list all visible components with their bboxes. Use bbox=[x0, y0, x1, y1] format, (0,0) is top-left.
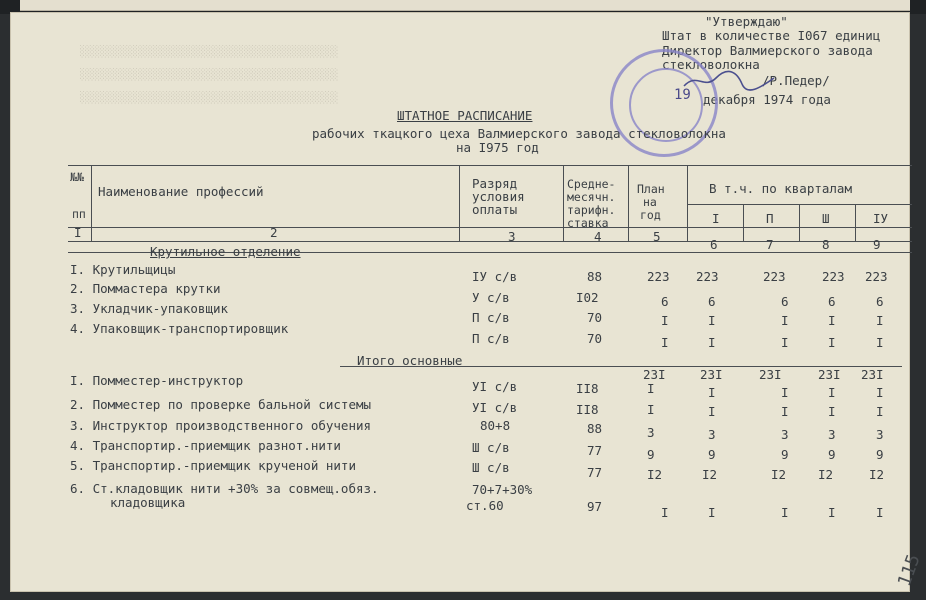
header-grade: условия bbox=[472, 189, 525, 204]
colnum: 9 bbox=[873, 237, 881, 252]
colnum: 2 bbox=[270, 225, 278, 240]
header-num: №№ bbox=[70, 170, 84, 184]
colnum-divider bbox=[68, 241, 912, 242]
approval-line5: /Р.Педер/ bbox=[762, 73, 830, 88]
header-rate: тарифн. bbox=[567, 203, 616, 217]
approval-line6: декабря 1974 года bbox=[703, 92, 831, 107]
signature bbox=[682, 68, 777, 94]
col-sep bbox=[799, 204, 800, 241]
header-name: Наименование профессий bbox=[98, 184, 264, 199]
previous-sheet-edge bbox=[20, 0, 910, 11]
colnum: 6 bbox=[710, 237, 718, 252]
bleed-through: ░░░░░░░░░░░░░░░░░░░░░░░░░░░░░░░░░░░░░░░ bbox=[80, 68, 339, 81]
header-plan: год bbox=[640, 208, 661, 222]
header-q3: Ш bbox=[822, 211, 830, 226]
approval-line1: "Утверждаю" bbox=[705, 14, 788, 29]
header-grade: Разряд bbox=[472, 176, 518, 191]
col-sep bbox=[91, 165, 92, 241]
col-sep bbox=[563, 165, 564, 241]
approval-line4: стекловолокна bbox=[662, 57, 760, 72]
header-rate: ставка bbox=[567, 216, 609, 230]
document-page: ░░░░░░░░░░░░░░░░░░░░░░░░░░░░░░░░░░░░░░░ ░░░░░░░░░░░░░░░░░░░░░░░░░░░░░░░░░░░░░░░ ░░░░░░░░░░░░░░░░░░░░░░░░░░░░░░░░░░░░░░░ "Утверждаю" Штат в количестве I067 единиц Директор Валмиерского завода стекловолокна /Р.Педер/ декабря 1974 года 19 ШТАТНОЕ РАСПИСАНИЕ рабочих ткацкого цеха Валмиерского завода стекловолокна на I975 год №№ пп Наименование профессий Разряд условия оплаты Средне- месячн. тарифн. ставка План на год В т.ч. по кварталам I П Ш IУ I 2 3 4 5 6 7 8 9 Крутильное отделение I. Крутильщицы IУ с/в 88 223 223 223 223 223 2. Поммастера крутки У с/в I02 6 6 6 6 6 3. Укладчик-упаковщик П с/в 70 I I I I I 4. Упаковщик-транспортировщик П с/в 70 I I I I I Итого основные 23I 23I 23I 23I 23I I. Помместер-инструктор УI с/в II8 I I I I I 2. Помместер по проверке бальной системы УI с/в II8 I I I I I 3. Инструктор производственного обучения 80+8 88 3 3 3 3 3 4. Транспортир.-приемщик разнот.нити Ш с/в 77 9 9 9 9 9 5. Транспортир.-приемщик крученой нити Ш с/в 77 I2 I2 I2 I2 I2 6. Ст.кладовщик нити +30% за совмещ.обяз. кладовщика 70+7+30% ст.60 97 I I I I I 115 bbox=[10, 12, 910, 592]
table-top-border bbox=[68, 165, 912, 166]
header-plan: на bbox=[643, 195, 657, 209]
colnum: 5 bbox=[653, 229, 661, 244]
colnum: I bbox=[74, 225, 82, 240]
document-subtitle: рабочих ткацкого цеха Валмиерского завода стекловолокна bbox=[312, 126, 726, 141]
approval-line2: Штат в количестве I067 единиц bbox=[662, 28, 881, 43]
section-title: Крутильное отделение bbox=[150, 244, 301, 259]
colnum: 3 bbox=[508, 229, 516, 244]
header-q1: I bbox=[712, 211, 720, 226]
colnum: 4 bbox=[594, 229, 602, 244]
page-number: 115 bbox=[893, 551, 925, 590]
header-rate: Средне- bbox=[567, 177, 616, 191]
document-year: на I975 год bbox=[456, 140, 539, 155]
header-divider bbox=[68, 227, 912, 228]
colnum: 8 bbox=[822, 237, 830, 252]
header-plan: План bbox=[637, 182, 665, 196]
header-rate: месячн. bbox=[567, 190, 616, 204]
colnum: 7 bbox=[766, 237, 774, 252]
header-pp: пп bbox=[72, 207, 86, 221]
bleed-through: ░░░░░░░░░░░░░░░░░░░░░░░░░░░░░░░░░░░░░░░ bbox=[80, 45, 339, 58]
approval-day: 19 bbox=[674, 87, 691, 103]
col-sep bbox=[743, 204, 744, 241]
document-title: ШТАТНОЕ РАСПИСАНИЕ bbox=[397, 108, 533, 123]
header-grade: оплаты bbox=[472, 202, 518, 217]
col-sep bbox=[855, 204, 856, 241]
col-sep bbox=[459, 165, 460, 241]
header-q2: П bbox=[766, 211, 774, 226]
col-sep bbox=[687, 165, 688, 241]
col-sep bbox=[628, 165, 629, 241]
header-quarters: В т.ч. по кварталам bbox=[709, 181, 852, 196]
bleed-through: ░░░░░░░░░░░░░░░░░░░░░░░░░░░░░░░░░░░░░░░ bbox=[80, 91, 339, 104]
header-q4: IУ bbox=[873, 211, 889, 226]
approval-line3: Директор Валмиерского завода bbox=[662, 43, 873, 58]
